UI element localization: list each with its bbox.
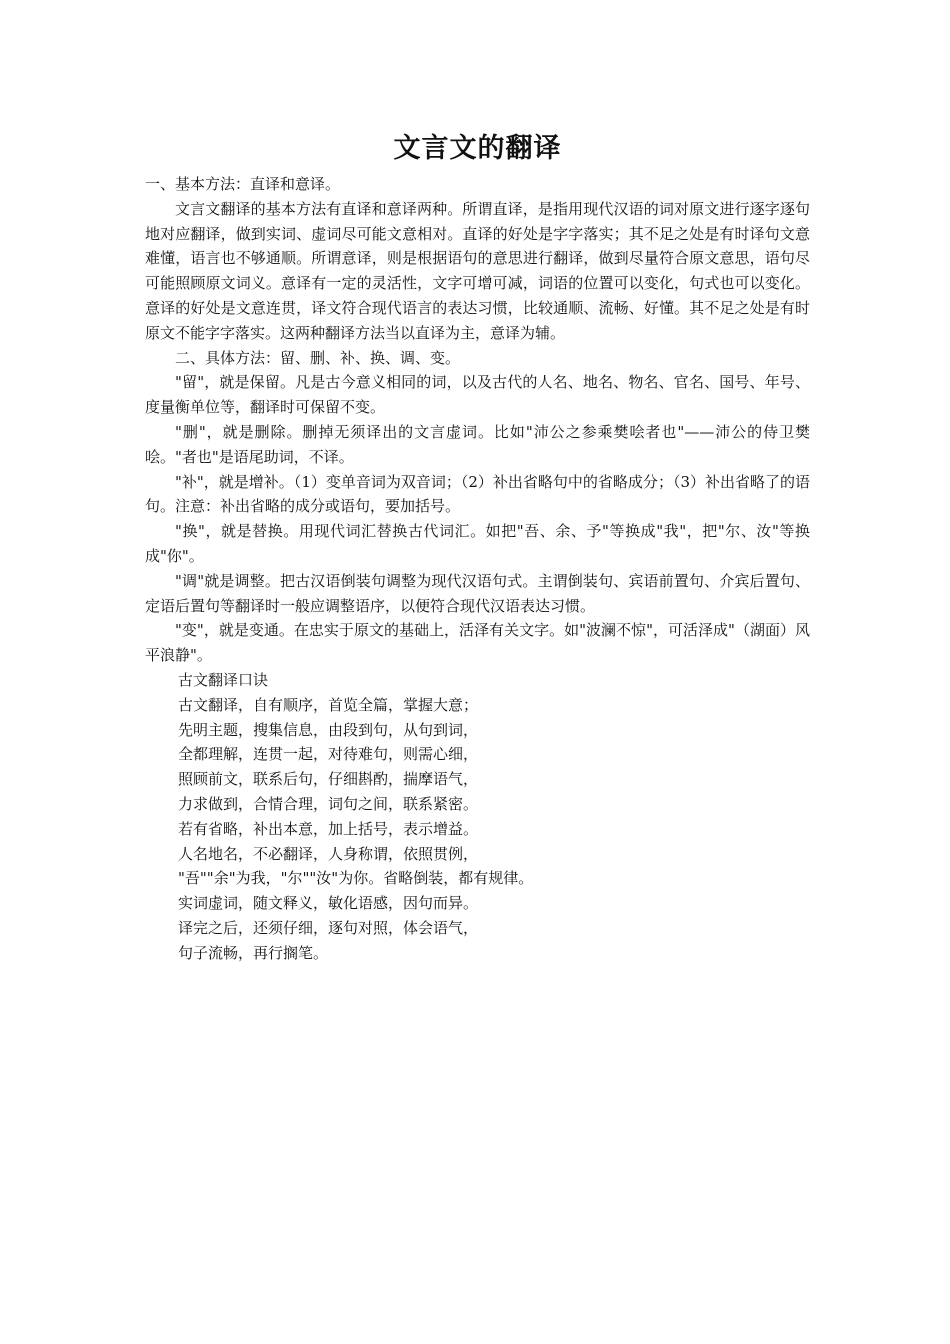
verse-line: 全都理解，连贯一起，对待难句，则需心细， (178, 745, 479, 764)
verse-line: 力求做到，合情合理，词句之间，联系紧密。 (178, 794, 479, 813)
section1-heading: 一、基本方法：直译和意译。 (145, 175, 341, 193)
verse-line: 译完之后，还须仔细，逐句对照，体会语气， (178, 918, 479, 937)
document-page (145, 128, 810, 966)
verse-line: 先明主题，搜集信息，由段到句，从句到词， (178, 720, 479, 739)
verse-line: 照顾前文，联系后句，仔细斟酌，揣摩语气， (178, 770, 479, 789)
section1-body: 文言文翻译的基本方法有直译和意译两种。所谓直译，是指用现代汉语的词对原文进行逐字逐句地对应翻译，做到实词、虚词尽可能文意相对。直译的好处是字字落实；其不足之处是有时译句文意难懂，语言也不够通顺。所谓意译，则是根据语句的意思进行翻译，做到尽量符合原文意思，语句尽可能照顾原文词义。意译有一定的灵活性，文字可增可减，词语的位置可以变化，句式也可以变化。意译的好处是文意连贯，译文符合现代语言的表达习惯，比较通顺、流畅、好懂。其不足之处是有时原文不能字字落实。这两种翻译方法当以直译为主，意译为辅。 (145, 199, 810, 342)
verse-line: 古文翻译，自有顺序，首览全篇，掌握大意； (178, 695, 479, 714)
method-tiao-paragraph: "调"就是调整。把古汉语倒装句调整为现代汉语句式。主谓倒装句、宾语前置句、介宾后置句、定语后置句等翻译时一般应调整语序，以便符合现代汉语表达习惯。 (145, 571, 810, 615)
document-title: 文言文的翻译 (393, 133, 562, 164)
method-bu-paragraph: "补"，就是增补。（1）变单音词为双音词；（2）补出省略句中的省略成分；（3）补出省略了的语句。注意：补出省略的成分或语句，要加括号。 (145, 472, 810, 516)
verse-line: "吾""余"为我，"尔""汝"为你。省略倒装，都有规律。 (178, 869, 534, 888)
method-huan-paragraph: "换"，就是替换。用现代词汇替换古代词汇。如把"吾、余、予"等换成"我"，把"尔、汝"等换成"你"。 (145, 522, 810, 565)
method-bian-paragraph: "变"，就是变通。在忠实于原文的基础上，活泽有关文字。如"波澜不惊"，可活泽成"（湖面）风平浪静"。 (145, 621, 810, 665)
verse-line: 若有省略，补出本意，加上括号，表示增益。 (178, 819, 479, 838)
verse-line: 实词虚词，随文释义，敏化语感，因句而异。 (178, 894, 479, 913)
verse-heading: 古文翻译口诀 (178, 670, 269, 689)
verse-line: 句子流畅，再行搁笔。 (178, 943, 329, 962)
verse-line: 人名地名，不必翻译，人身称谓，依照贯例， (178, 844, 479, 863)
method-liu-paragraph: "留"，就是保留。凡是古今意义相同的词，以及古代的人名、地名、物名、官名、国号、年号、度量衡单位等，翻译时可保留不变。 (145, 373, 810, 417)
method-shan-paragraph: "删"，就是删除。删掉无须译出的文言虚词。比如"沛公之参乘樊哙者也"——沛公的侍卫樊哙。"者也"是语尾助词，不译。 (145, 422, 810, 466)
section2-heading: 二、具体方法：留、删、补、换、调、变。 (175, 348, 461, 367)
